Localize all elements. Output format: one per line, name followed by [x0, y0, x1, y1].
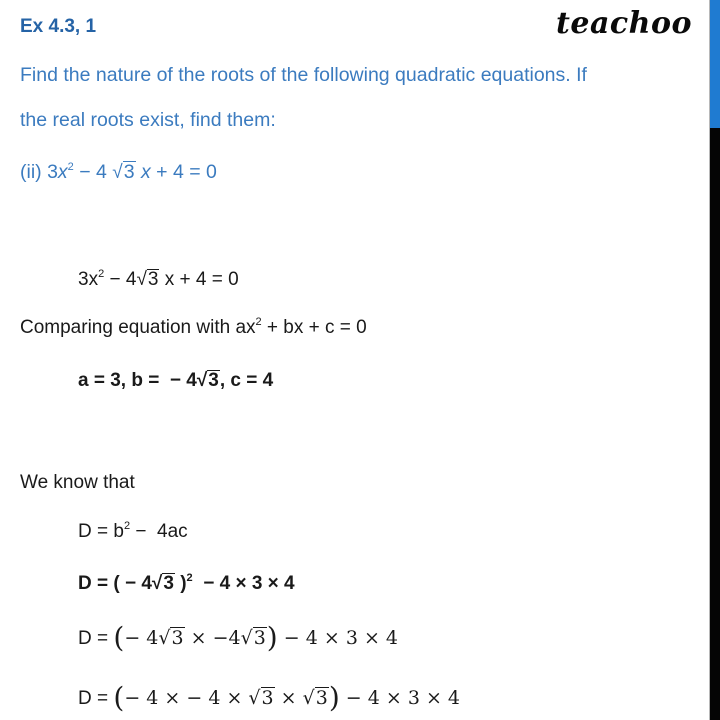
- question-line-1: Find the nature of the roots of the following quadratic equations. If: [20, 64, 587, 86]
- exercise-label: Ex 4.3, 1: [20, 16, 97, 37]
- side-bar-blue: [710, 0, 720, 128]
- teachoo-logo: teachoo: [556, 6, 692, 41]
- sqrt-3: √3: [112, 161, 135, 183]
- part-label: (ii): [20, 161, 42, 183]
- question-equation: (ii) $3x^2 - 4$ √3 x + 4 = 0: [20, 161, 217, 183]
- step-substitute: D = ( − 4√3 )$^2$ − 4 × 3 × 4: [78, 572, 295, 594]
- coefficients: a = 3, b = − 4√3, c = 4: [78, 370, 274, 391]
- we-know-text: We know that: [20, 472, 135, 493]
- side-bar-black: [710, 128, 720, 720]
- comparing-text: Comparing equation with $ax^2$ + bx + c = 0: [20, 316, 367, 338]
- question-line-2: the real roots exist, find them:: [20, 109, 276, 131]
- step-expand-2: D = (− 4 × − 4 × √3 × √3) − 4 × 3 × 4: [78, 681, 461, 714]
- step-discriminant-formula: $D = b^2 - 4ac$: [78, 520, 188, 542]
- given-equation: $3x^2 - 4√3$ x + 4 = 0: [78, 268, 239, 290]
- step-expand-1: D = (− 4√3 × −4√3) − 4 × 3 × 4: [78, 621, 398, 654]
